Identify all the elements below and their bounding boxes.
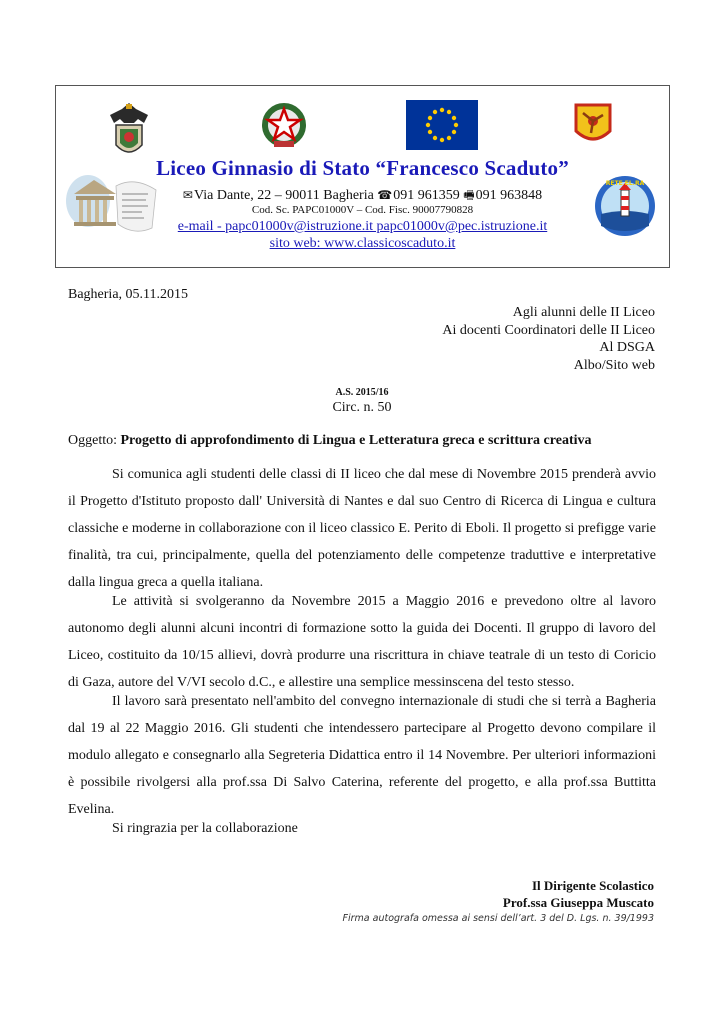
paragraph-text: Si comunica agli studenti delle classi di II liceo che dal mese di Novembre 2015 prenderà avvio il Progetto d'Istituto proposto dall' Università di Nantes e dal suo Centro di Ricerca di Lingua e cultura classiche e moderne in collaborazione con il liceo classico E. Perito di Eboli. Il progetto si prefigge varie finalità, tra cui, principalmente, quella del potenziamento delle competenze traduttive e interpretative dalla lingua greca a quella italiana. xyxy=(68,467,656,590)
signature-block xyxy=(503,877,654,911)
bagheria-coat-of-arms-logo xyxy=(104,101,154,163)
subject-line xyxy=(68,433,592,449)
paragraph-text: Si ringrazia per la collaborazione xyxy=(112,821,298,836)
address-text: Via Dante, 22 – 90011 Bagheria xyxy=(193,188,374,203)
fax-icon: 🖷 xyxy=(463,188,475,202)
italian-republic-emblem-logo xyxy=(260,101,308,151)
circular-number: Circ. n. 50 xyxy=(332,400,392,415)
letter-date: Bagheria, 05.11.2015 xyxy=(68,287,189,302)
recipient-line: Agli alunni delle II Liceo xyxy=(512,305,655,320)
website-link[interactable]: sito web: www.classicoscaduto.it xyxy=(269,236,456,251)
paragraph-text: Le attività si svolgeranno da Novembre 2015 a Maggio 2016 e prevedono oltre al lavoro autonomo degli alunni alcuni incontri di formazione sotto la guida dei Docenti. Il gruppo di lavoro del Liceo, costituito da 10/15 allievi, dovrà produrre una riscrittura in chiave teatrale di un testo di Coricio di Gaza, autore del V/VI secolo d.C., e allestire una semplice messinscena del testo stesso. xyxy=(68,594,656,690)
school-name: Liceo Ginnasio di Stato “Francesco Scaduto” xyxy=(156,156,569,180)
recipients-block xyxy=(442,304,655,374)
recipient-line: Al DSGA xyxy=(599,340,655,356)
subject-label: Oggetto: xyxy=(68,433,117,448)
email-links[interactable]: e-mail - papc01000v@istruzione.it papc01000v@pec.istruzione.it xyxy=(177,219,548,234)
recipient-line: Albo/Sito web xyxy=(573,357,655,373)
letterhead xyxy=(55,85,670,268)
signature-note: Firma autografa omessa ai sensi dell’art. 3 del D. Lgs. n. 39/1993 xyxy=(342,913,654,924)
telephone-icon: ☎ xyxy=(377,188,393,202)
subject-text: Progetto di approfondimento di Lingua e Letteratura greca e scrittura creativa xyxy=(120,433,592,448)
closing-line xyxy=(68,815,656,842)
sicily-region-shield-logo xyxy=(573,101,613,149)
signature-title: Il Dirigente Scolastico xyxy=(531,878,654,893)
mail-envelope-icon: ✉ xyxy=(182,188,193,202)
phone-number: 091 961359 xyxy=(393,188,460,203)
tax-codes: Cod. Sc. PAPC01000V – Cod. Fisc. 90007790828 xyxy=(251,204,474,216)
paragraph-text: Il lavoro sarà presentato nell'ambito del convegno internazionale di studi che si terrà a Bagheria dal 19 al 22 Maggio 2016. Gli studenti che intendessero partecipare al Progetto devono compilare il modulo allegato e consegnarlo alla Segreteria Didattica entro il 14 Novembre. Per ulteriori informazioni è possibile rivolgersi alla prof.ssa Di Salvo Caterina, referente del progetto, e alla prof.ssa Buttitta Evelina. xyxy=(68,694,656,817)
svg-text:RETE EL.RA: RETE EL.RA xyxy=(605,180,645,187)
recipient-line: Ai docenti Coordinatori delle II Liceo xyxy=(442,322,655,338)
eu-flag-logo xyxy=(406,100,478,150)
fax-number: 091 963848 xyxy=(475,188,543,203)
signature-name: Prof.ssa Giuseppa Muscato xyxy=(502,895,654,910)
body-paragraph-2 xyxy=(68,588,656,696)
body-paragraph-3 xyxy=(68,688,656,823)
school-year: A.S. 2015/16 xyxy=(335,387,389,398)
body-paragraph-1 xyxy=(68,461,656,596)
